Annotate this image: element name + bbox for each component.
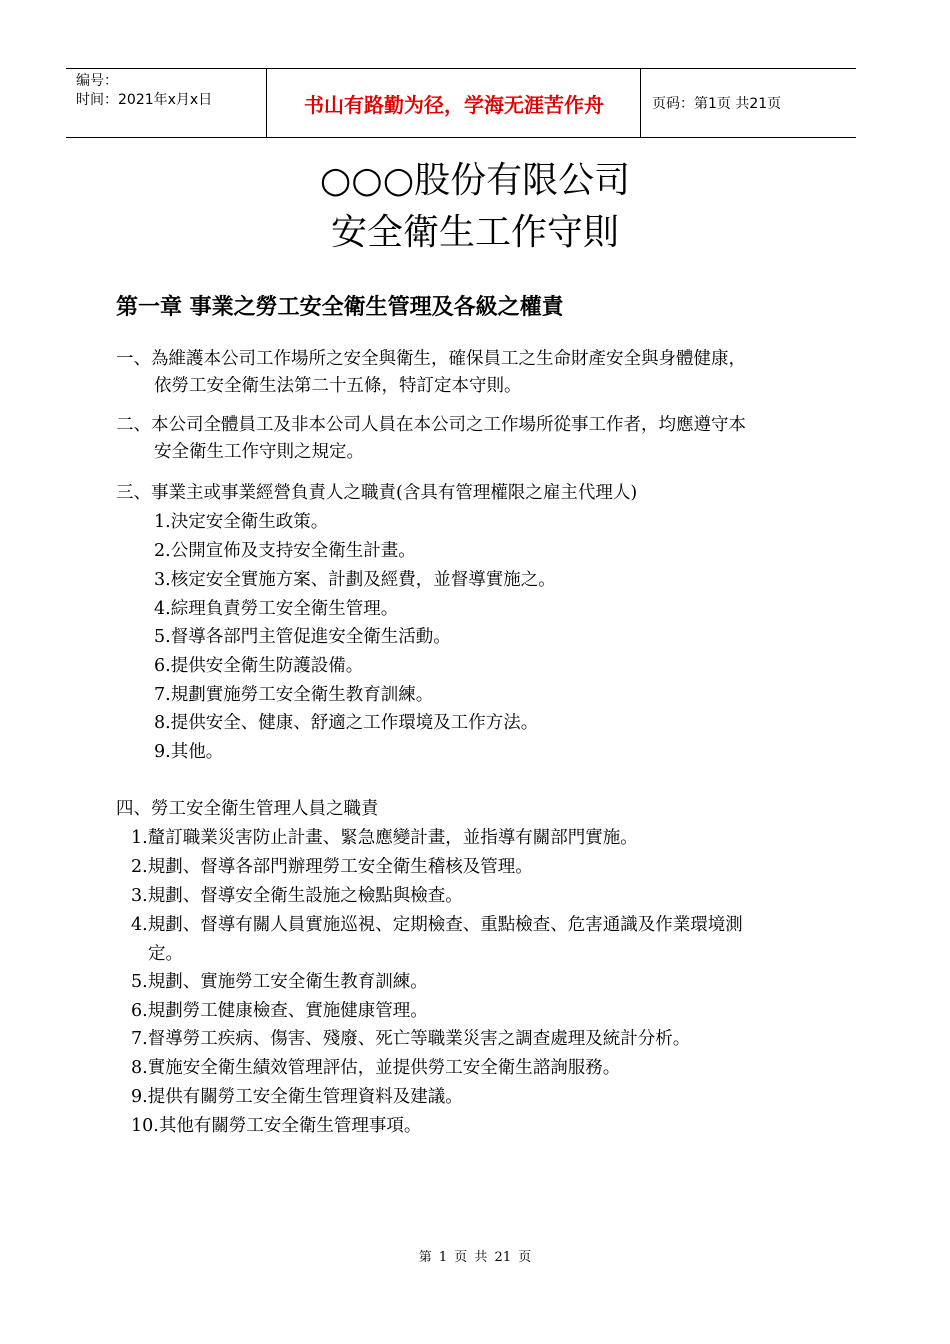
header-motto: 书山有路勤为径，学海无涯苦作舟 (304, 92, 604, 117)
list-item: 2.公開宣佈及支持安全衛生計畫。 (154, 541, 416, 561)
header-page-label: 页码：第1页 共21页 (652, 96, 782, 112)
section-2-line: 安全衛生工作守則之規定。 (154, 442, 364, 462)
time-label: 时间：2021年x月x日 (76, 92, 213, 108)
page-header (66, 68, 856, 138)
section-1-line: 依勞工安全衛生法第二十五條，特訂定本守則。 (154, 376, 522, 396)
list-item: 1.決定安全衛生政策。 (154, 512, 329, 532)
list-item: 9.提供有關勞工安全衛生管理資料及建議。 (131, 1087, 463, 1107)
section-4-heading: 四、勞工安全衛生管理人員之職責 (116, 799, 379, 819)
number-label: 编号： (76, 73, 118, 89)
list-item: 1.釐訂職業災害防止計畫、緊急應變計畫，並指導有關部門實施。 (131, 828, 638, 848)
list-item: 5.規劃、實施勞工安全衛生教育訓練。 (131, 972, 428, 992)
list-item: 3.核定安全實施方案、計劃及經費，並督導實施之。 (154, 570, 556, 590)
list-item: 9.其他。 (154, 742, 224, 762)
section-1 (116, 346, 816, 400)
list-item: 3.規劃、督導安全衛生設施之檢點與檢查。 (131, 886, 463, 906)
company-title: ○○○股份有限公司 (319, 160, 631, 201)
list-item: 5.督導各部門主管促進安全衛生活動。 (154, 627, 451, 647)
section-1-line: 一、為維護本公司工作場所之安全與衛生，確保員工之生命財產安全與身體健康， (116, 349, 746, 369)
section-2-line: 二、本公司全體員工及非本公司人員在本公司之工作場所從事工作者，均應遵守本 (116, 415, 746, 435)
section-3-heading: 三、事業主或事業經營負責人之職責(含具有管理權限之雇主代理人) (116, 483, 638, 503)
page-footer: 第 1 页 共 21 页 (418, 1250, 532, 1265)
list-item: 4.規劃、督導有關人員實施巡視、定期檢查、重點檢查、危害通識及作業環境測 (131, 915, 743, 935)
list-item: 7.督導勞工疾病、傷害、殘廢、死亡等職業災害之調查處理及統計分析。 (131, 1029, 691, 1049)
list-item: 8.實施安全衛生績效管理評估，並提供勞工安全衛生諮詢服務。 (131, 1058, 621, 1078)
list-item-continuation: 定。 (148, 944, 183, 964)
list-item: 10.其他有關勞工安全衛生管理事項。 (131, 1116, 422, 1136)
section-2 (116, 412, 816, 466)
document-title: 安全衛生工作守則 (330, 212, 619, 253)
list-item: 2.規劃、督導各部門辦理勞工安全衛生稽核及管理。 (131, 857, 533, 877)
header-divider (266, 69, 267, 137)
list-item: 4.綜理負責勞工安全衛生管理。 (154, 599, 399, 619)
header-meta (76, 72, 212, 110)
chapter-title: 第一章 事業之勞工安全衛生管理及各級之權責 (116, 294, 564, 320)
header-divider (640, 69, 641, 137)
list-item: 6.規劃勞工健康檢查、實施健康管理。 (131, 1001, 428, 1021)
list-item: 6.提供安全衛生防護設備。 (154, 656, 364, 676)
list-item: 8.提供安全、健康、舒適之工作環境及工作方法。 (154, 713, 539, 733)
list-item: 7.規劃實施勞工安全衛生教育訓練。 (154, 685, 434, 705)
